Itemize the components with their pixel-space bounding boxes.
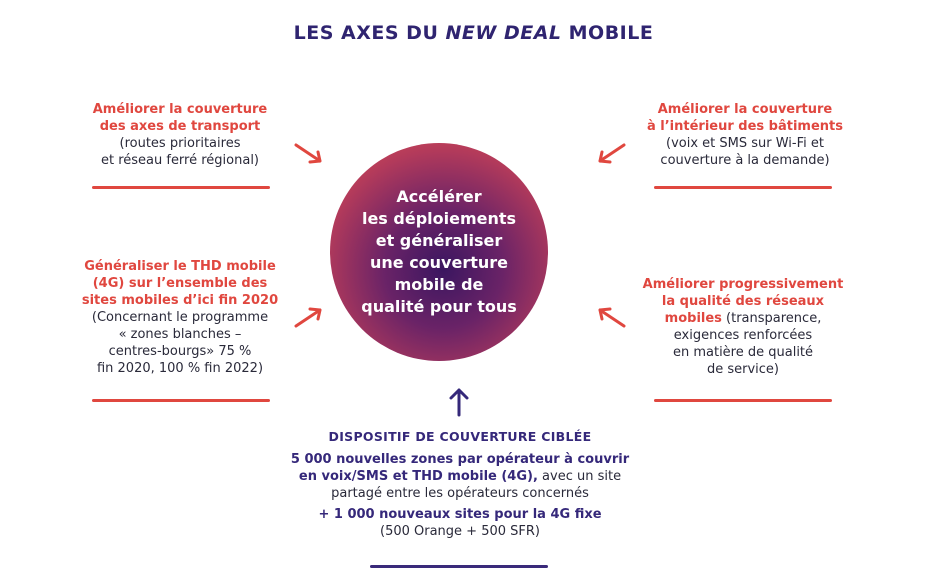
axis-thd-mobile: Généraliser le THD mobile (4G) sur l’ensemble des sites mobiles d’ici fin 2020 (Concernant le programme « zones blanches – centres-bourgs» 75 % fin 2020, 100 % fin 2022) — [81, 259, 279, 376]
arrow-middle-left-icon — [292, 304, 326, 330]
axis-transport-coverage: Améliorer la couverture des axes de transport (routes prioritaires et réseau ferré régional) — [92, 102, 268, 168]
divider-middle-left — [92, 399, 270, 402]
arrow-top-right-icon — [594, 141, 628, 167]
diagram-title: LES AXES DU NEW DEAL MOBILE — [293, 22, 654, 44]
central-goal-text: Accélérer les déploiements et généraliser une couverture mobile de qualité pour tous — [361, 187, 517, 316]
arrow-middle-right-icon — [594, 304, 628, 330]
central-goal-circle — [330, 143, 548, 361]
axis-network-quality: Améliorer progressivement la qualité des réseaux mobiles (transparence, exigences renforcées en matière de qualité de service) — [642, 277, 844, 377]
bottom-title: DISPOSITIF DE COUVERTURE CIBLÉE — [328, 429, 592, 444]
targeted-coverage-scheme: DISPOSITIF DE COUVERTURE CIBLÉE 5 000 nouvelles zones par opérateur à couvrir en voix/SMS et THD mobile (4G), avec un site partagé entre les opérateurs concernés + 1 000 nouveaux sites pour la 4G fixe (500 Orange + 500 SFR) — [250, 428, 670, 540]
divider-bottom — [370, 565, 548, 568]
axis-indoor-coverage: Améliorer la couverture à l’intérieur des bâtiments (voix et SMS sur Wi-Fi et couverture à la demande) — [646, 102, 843, 168]
divider-middle-right — [654, 399, 832, 402]
arrow-up-icon — [446, 385, 472, 419]
arrow-top-left-icon — [292, 141, 326, 167]
divider-top-left — [92, 186, 270, 189]
divider-top-right — [654, 186, 832, 189]
